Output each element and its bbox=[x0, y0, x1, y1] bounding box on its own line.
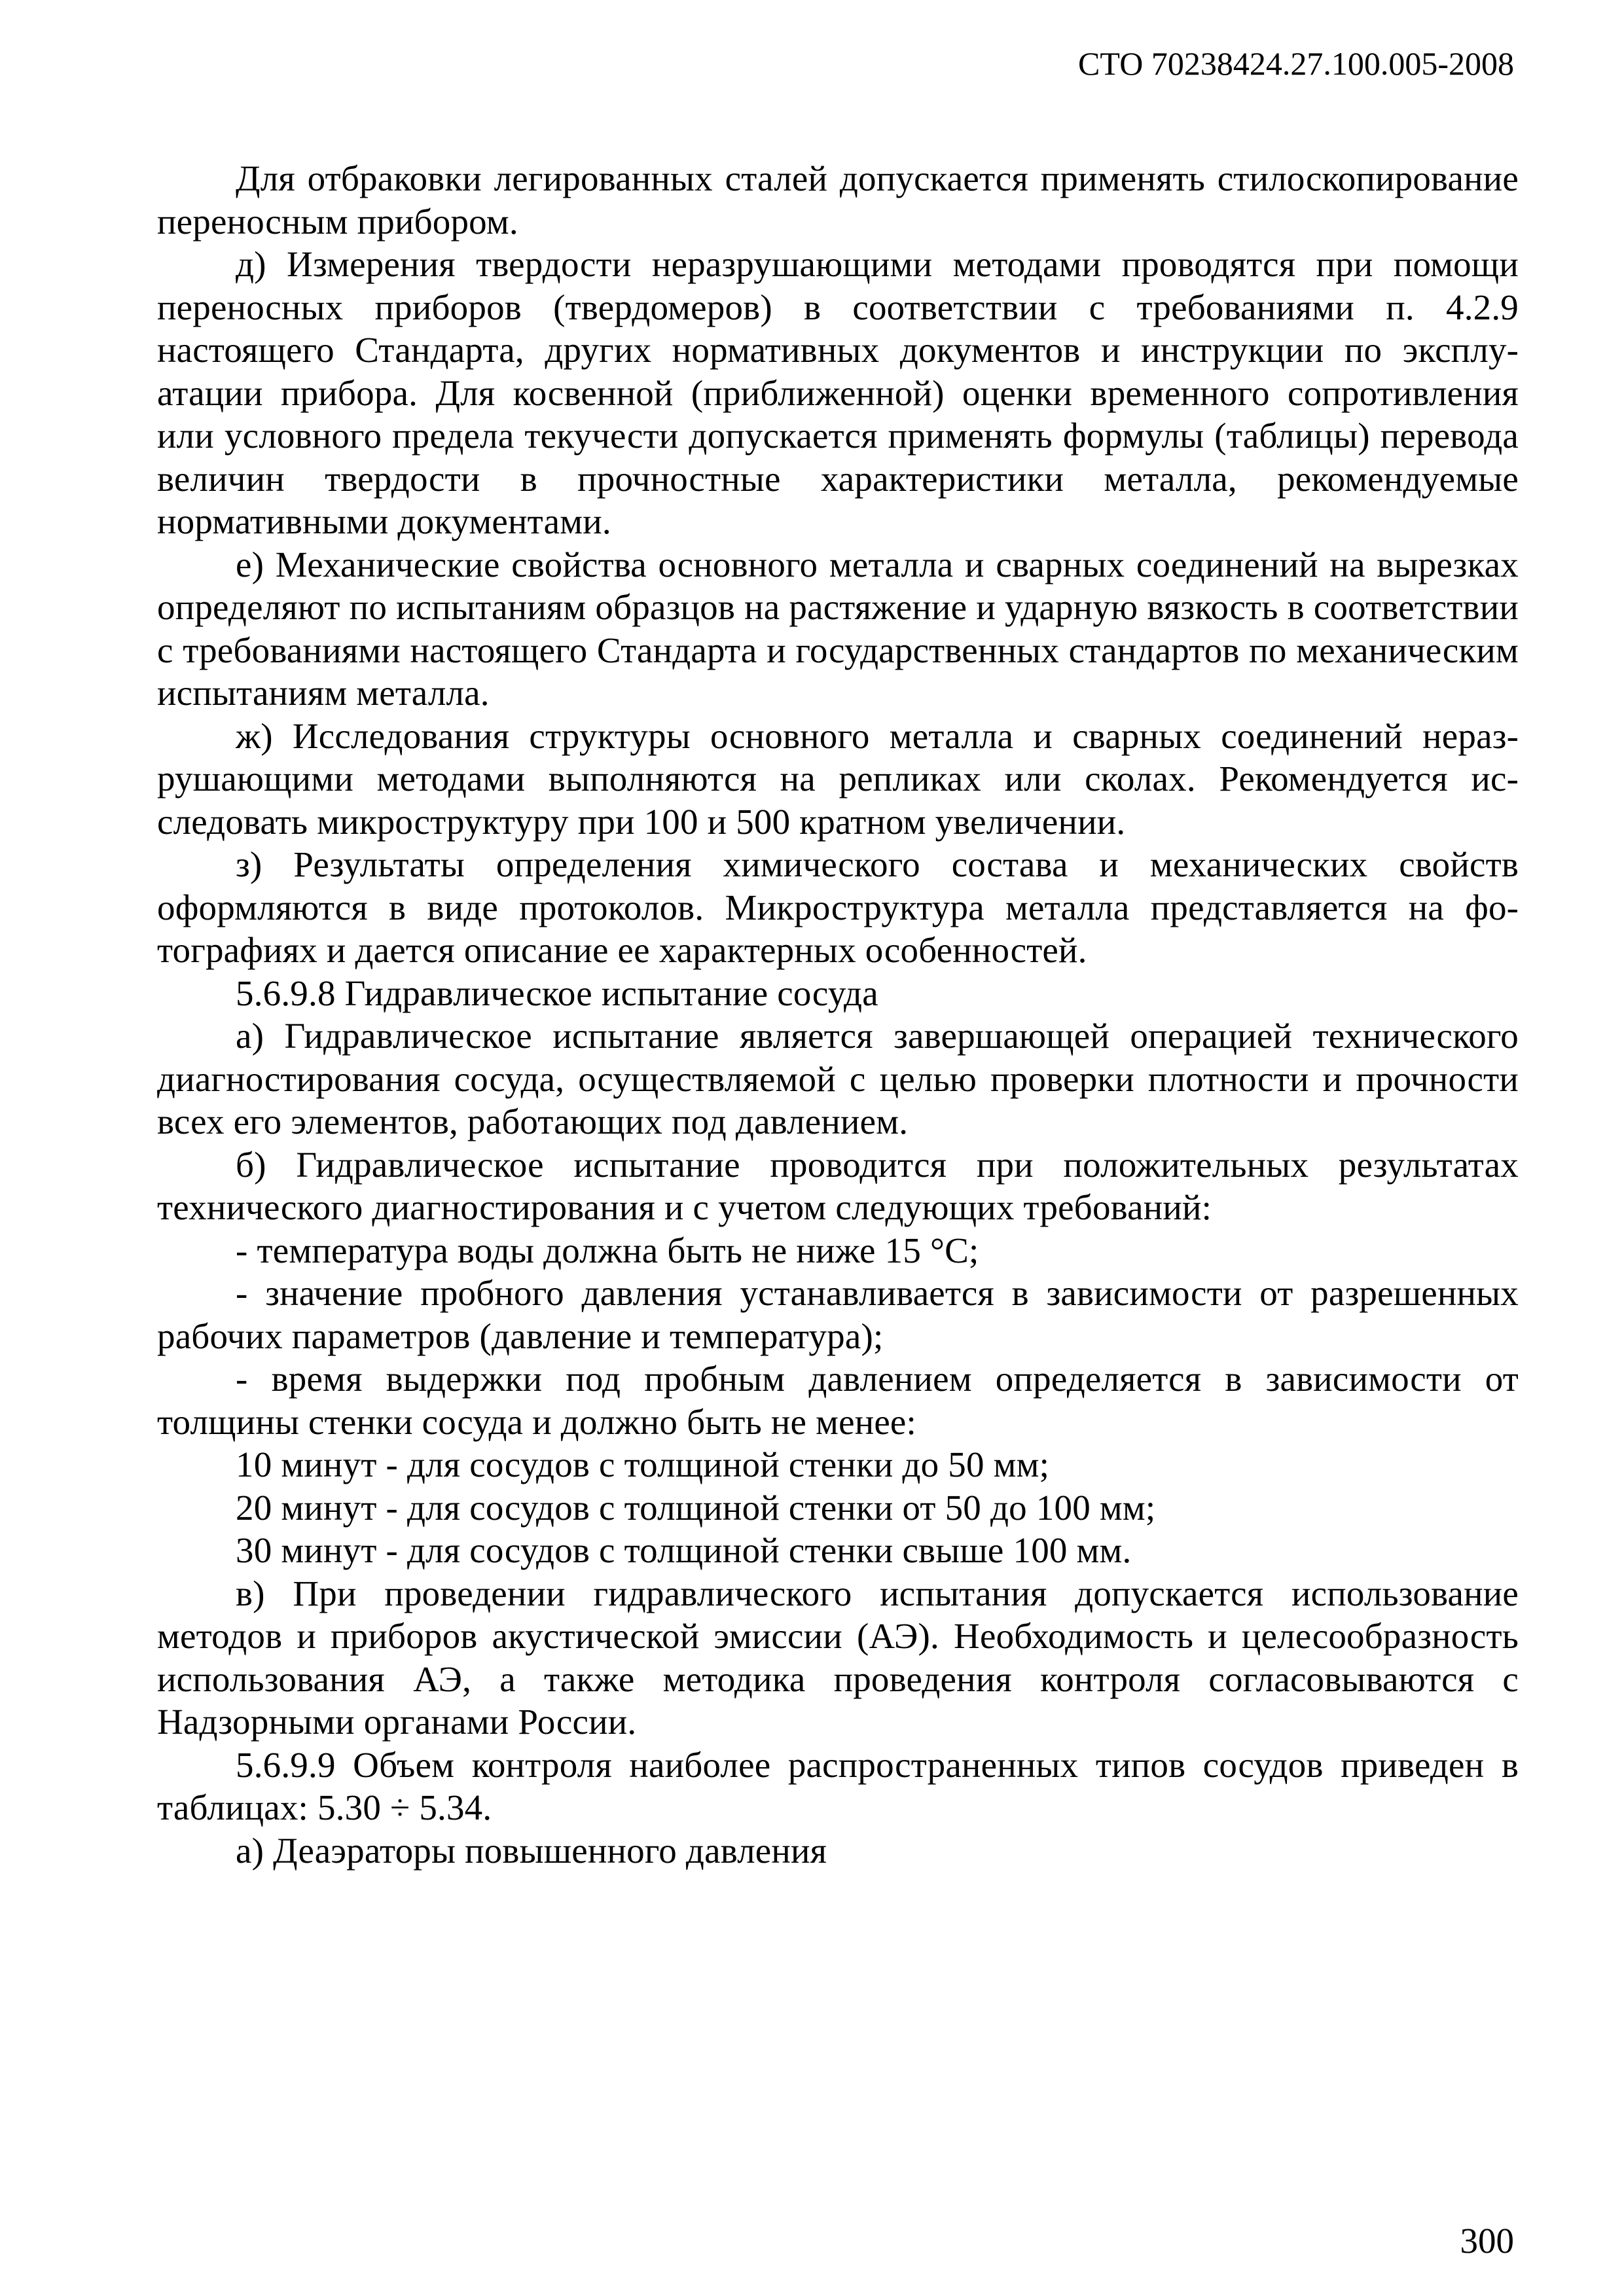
holding-time-50-to-100: 20 минут - для сосудов с толщиной стенки от 50 до 100 мм; bbox=[236, 1487, 1156, 1528]
section-heading-inspection-scope: 5.6.9.9 Объем контроля наиболее распространенных типов сосудов приведен в таблицах: 5.30 ÷ 5.34. bbox=[157, 1744, 1519, 1827]
section-heading-hydraulic-test: 5.6.9.8 Гидравлическое испытание сосуда bbox=[236, 973, 878, 1013]
document-code: СТО 70238424.27.100.005-2008 bbox=[1078, 45, 1514, 82]
document-body bbox=[157, 157, 1519, 1872]
page-number: 300 bbox=[1460, 2221, 1514, 2261]
list-item-water-temperature: - температура воды должна быть не ниже 15 °С; bbox=[236, 1230, 979, 1270]
list-item-holding-time: - время выдержки под пробным давлением определяется в зависимости от толщины стенки сосуда и должно быть не менее: bbox=[157, 1359, 1519, 1442]
holding-time-up-to-50: 10 минут - для сосудов с толщиной стенки до 50 мм; bbox=[236, 1444, 1050, 1484]
paragraph-acoustic-emission: в) При проведении гидравлического испытания допускается использование методов и приборов акустической эмиссии (АЭ). Необходимость и целесообразность использования АЭ, а также методика проведения контроля согласовываются с Надзорными органами России. bbox=[157, 1573, 1519, 1742]
holding-time-over-100: 30 минут - для сосудов с толщиной стенки свыше 100 мм. bbox=[236, 1530, 1132, 1570]
paragraph-hydraulic-test-final: а) Гидравлическое испытание является завершающей операцией технического диагностирования сосуда, осуществляемой с целью проверки плотности и прочности всех его элементов, работающих под давлением. bbox=[157, 1016, 1519, 1141]
paragraph-hydraulic-test-requirements: б) Гидравлическое испытание проводится при положительных результатах технического диагностирования и с учетом следующих требований: bbox=[157, 1144, 1519, 1227]
paragraph-hardness-measurement: д) Измерения твердости неразрушающими методами проводятся при помощи переносных приборов (твердомеров) в соответствии с требованиями п. 4.2.9 настоящего Стандарта, других нормативных документов и инструкции по эксплуатации прибора. Для косвенной (приближенной) оценки временного сопротивления или условного предела текучести допускается применять формулы (таблицы) перевода величин твердости в прочностные характеристики металла, рекомендуемые нормативными документами. bbox=[157, 244, 1519, 541]
paragraph-mechanical-properties: е) Механические свойства основного металла и сварных соединений на вырезках определяют по испытаниям образцов на растяжение и ударную вязкость в соответствии с требованиями настоящего Стандарта и государственных стандартов по механическим испытаниям металла. bbox=[157, 544, 1519, 713]
list-item-test-pressure: - значение пробного давления устанавливается в зависимости от разрешенных рабочих параметров (давление и температура); bbox=[157, 1273, 1519, 1356]
paragraph-stiloscopy: Для отбраковки легированных сталей допускается применять стилоскопирование переносным прибором. bbox=[157, 158, 1519, 242]
paragraph-structure-research: ж) Исследования структуры основного металла и сварных соединений неразрушающими методами выполняются на репликах или сколах. Рекомендуется исследовать микроструктуру при 100 и 500 кратном увеличении. bbox=[157, 715, 1519, 842]
paragraph-deaerators: а) Деаэраторы повышенного давления bbox=[236, 1830, 827, 1871]
paragraph-results: з) Результаты определения химического состава и механических свойств оформляются в виде протоколов. Микроструктура металла представляется на фотографиях и дается описание ее характерных особенностей. bbox=[157, 844, 1519, 970]
